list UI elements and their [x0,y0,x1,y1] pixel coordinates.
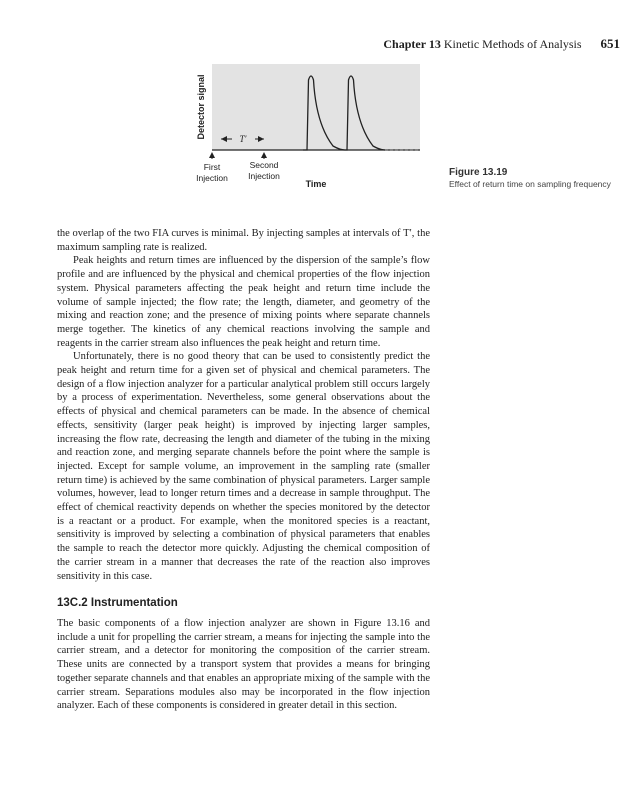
first-injection-label-line2: Injection [196,173,228,183]
figure-caption-text: Effect of return time on sampling frequency [449,179,611,189]
first-injection-arrowhead [209,152,215,158]
body-text [57,227,430,713]
figure-caption [449,167,629,189]
second-injection-label-line2: Injection [248,171,280,181]
paragraph-4: The basic components of a flow injection analyzer are shown in Figure 13.16 and include a unit for propelling the carrier stream, a means for injecting the sample into the carrier stream, and a detector for monitoring the composition of the carrier stream. These units are connected by a transport system that provides a means for bringing together separate channels and that enables an appropriate mixing of the sample with the carrier stream. Separations modules also may be incorporated in the flow injection analyzer. Each of these components is considered in greater detail in this section. [57,617,430,712]
paragraph-3: Unfortunately, there is no good theory that can be used to consistently predict the peak height and return time for a given set of physical and chemical parameters. The design of a flow injection analyzer for a particular analytical problem still occurs largely by a process of experimentation. Nevertheless, some general observations about the effects of physical and chemical parameters can be made. In the absence of chemical effects, sensitivity (larger peak height) is improved by injecting larger samples, increasing the flow rate, decreasing the length and diameter of the tubing in the mixing and reaction zone, and merging separate channels before the point where the sample is injected. Except for sample volume, an improvement in the sampling rate (smaller return time) is achieved by the same combination of physical parameters. Larger sample volumes, however, lead to longer return times and a decrease in sample throughput. The effect of chemical reactivity depends on whether the species monitored by the detector is a reactant or a product. For example, when the monitored species is a reactant, sensitivity is improved by selecting a combination of physical parameters that enables the sample to reach the detector more quickly. Adjusting the chemical composition of the carrier stream in a manner that decreases the rate of the reaction also improves sensitivity in this case. [57,351,430,582]
page-number: 651 [600,36,620,51]
fia-figure [185,62,425,194]
paragraph-1: the overlap of the two FIA curves is minimal. By injecting samples at intervals of T′, the maximum sampling rate is realized. [57,228,430,253]
second-injection-arrowhead [261,152,267,158]
second-injection-label-line1: Second [249,160,279,170]
section-heading: 13C.2 Instrumentation [57,597,178,610]
running-header [383,36,620,52]
chapter-label: Chapter 13 [383,37,441,51]
interval-label: T′ [239,134,247,144]
x-axis-label: Time [305,179,327,189]
figure-number: Figure 13.19 [449,167,508,178]
y-axis-label: Detector signal [196,74,206,140]
first-injection-label-line1: First [203,162,221,172]
paragraph-2: Peak heights and return times are influenced by the dispersion of the sample’s flow profile and are influenced by the physical and chemical properties of the flow injection system. Physical parameters affecting the peak height and return time include the volume of sample injected; the flow rate; the length, diameter, and geometry of the mixing and reaction zone; and the presence of mixing points where separate channels merge together. The kinetics of any chemical reactions involving the sample and reagents in the carrier stream also influences the peak height and return time. [57,255,430,349]
chapter-title: Kinetic Methods of Analysis [443,37,582,51]
